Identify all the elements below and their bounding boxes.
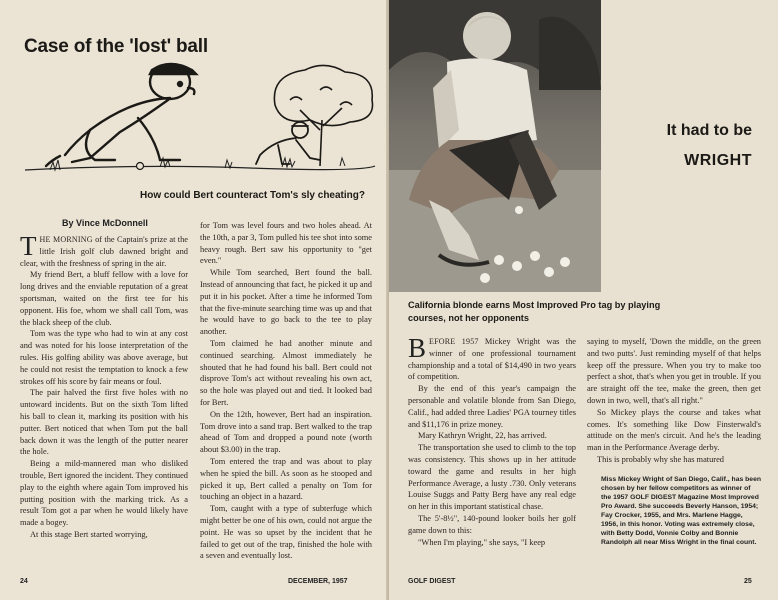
paragraph: Tom entered the trap and was about to play when he spied the bill. As soon as he stooped and picked it up, Bert called a penalty on Tom for touching an object in a hazard.: [200, 456, 372, 502]
magazine-name: GOLF DIGEST: [408, 578, 456, 585]
text-column: [20, 231, 189, 541]
article-headline: Case of the 'lost' ball: [24, 36, 208, 57]
paragraph: While Tom searched, Bert found the ball. Instead of announcing that fact, he picked it up and put it in his pocket. After a time he informed Tom that the five-minute searching time was up and that he would have to go back to the tee to play another.: [200, 268, 372, 337]
byline: By Vince McDonnell: [62, 218, 148, 228]
text-column: [587, 336, 761, 547]
text-column: [408, 333, 576, 548]
paragraph: saying to myself, 'Down the middle, on the green and two putts'. Just reminding myself of that helps keep off the pressure. When you try to make too perfect a shot, that's when you get in trouble. If you are straight off the tee, make the green, then get down in two, well, that's all right.": [587, 337, 761, 405]
paragraph: At this stage Bert started worrying,: [30, 529, 148, 539]
lead-in: EFORE 1957: [429, 337, 479, 346]
paragraph: Tom, caught with a type of subterfuge which might better be one of his own, could not argue the point. He was so upset by the incident that he failed to get out of the trap, finished the hole with a seven and eventually lost.: [200, 504, 372, 561]
article-title-line-1: It had to be: [666, 122, 752, 139]
paragraph: The pair halved the first five holes with no untoward incidents. But on the sixth Tom lifted his ball to clean it, marking its position with his putter. Bert noticed that when Tom put the ball back down it was the length of the putter nearer the hole.: [20, 388, 188, 457]
paragraph: Mary Kathryn Wright, 22, has arrived.: [418, 431, 547, 441]
photo-image: [389, 0, 601, 292]
drop-cap: T: [20, 231, 37, 261]
paragraph: [408, 333, 576, 383]
paragraph: for Tom was level fours and two holes ahead. At the 10th, a par 3, Tom pulled his tee shot into some heavy rough. Bert saw his opportunity to "get even.": [200, 221, 372, 266]
paragraph: My friend Bert, a bluff fellow with a love for long drives and the enviable reputation of a great sportsman, waited on the first tee for his opponent. His foe, whom we shall call Tom, was the black sheep of the club.: [20, 270, 188, 327]
paragraph: Tom was the type who had to win at any cost and was noted for his loose interpretation of the rules. His golfing ability was above average, but he could not resist the temptation to knock a few strokes off his score by fair means or foul.: [20, 329, 188, 386]
issue-date: DECEMBER, 1957: [288, 578, 348, 585]
text-column: [200, 220, 372, 562]
right-page: [389, 0, 778, 600]
paragraph: By the end of this year's campaign the personable and volatile blonde from San Diego, Calif., had added three Ladies' PGA tourney titles and $11,176 in prize money.: [408, 384, 576, 429]
article-title-line-2: WRIGHT: [684, 152, 752, 169]
paragraph: [20, 231, 189, 269]
article-subhead: How could Bert counteract Tom's sly cheating?: [139, 190, 365, 201]
page-number: 25: [744, 578, 752, 585]
paragraph: Being a mild-mannered man who disliked trouble, Bert ignored the incident. They continued play to the eighth where again Tom improved his putting position with the marking trick. As a result Tom got a par when he would likely have made a bogey.: [20, 459, 188, 528]
page-number: 24: [20, 578, 28, 585]
paragraph: The transportation she used to climb to the top was consistency. This shows up in her attitude toward the game and results in her high Performance Average, a lusty .730. Only veterans Louise Suggs and Patty Berg have any real edge on her in this important statistical chase.: [408, 443, 576, 512]
cartoon-illustration: [20, 60, 380, 178]
golfer-photo: [389, 0, 601, 292]
paragraph: So Mickey plays the course and takes what comes. It's something like Dow Finsterwald's attitude on the men's circuit. And he's the leading man in the Performance Average derby.: [587, 407, 761, 453]
award-note: Miss Mickey Wright of San Diego, Calif., has been chosen by her fellow competitors as winner of the 1957 GOLF DIGEST Magazine Most Improved Pro Award. She succeeds Beverly Hanson, 1954; Fay Crocker, 1955, and Mrs. Marlene Hagge, 1956, in this honor. Voting was extremely close, with Betty Dodd, Vonnie Colby and Bonnie Randolph all near Miss Wright in the final count.: [601, 475, 762, 546]
paragraph-text: Mickey Wright was the winner of one professional tournament championship and a total of $14,490 in two years of competition.: [408, 337, 576, 382]
paragraph: This is probably why she has matured: [597, 454, 724, 464]
paragraph: On the 12th, however, Bert had an inspiration. Tom drove into a sand trap. Bert walked to the trap ahead of Tom and dropped a pound note (worth about $3.00) in the trap.: [200, 409, 372, 455]
paragraph: The 5'-8½", 140-pound looker boils her golf game down to this:: [408, 513, 576, 535]
drop-cap: B: [408, 333, 427, 363]
lead-in: HE MORNING: [39, 235, 93, 244]
photo-caption: California blonde earns Most Improved Pro tag by playing courses, not her opponents: [408, 300, 661, 323]
paragraph-text: of the Captain's prize at the little Irish golf club dawned bright and clear, with the freshness of spring in the air.: [20, 235, 189, 268]
paragraph: "When I'm playing," she says, "I keep: [418, 537, 546, 547]
paragraph: Tom claimed he had another minute and continued searching. Almost immediately he shouted that he had found his ball. Bert could not disprove Tom's act without revealing his own act, so the hole was played out and tied. It looked bad for Bert.: [200, 338, 372, 407]
